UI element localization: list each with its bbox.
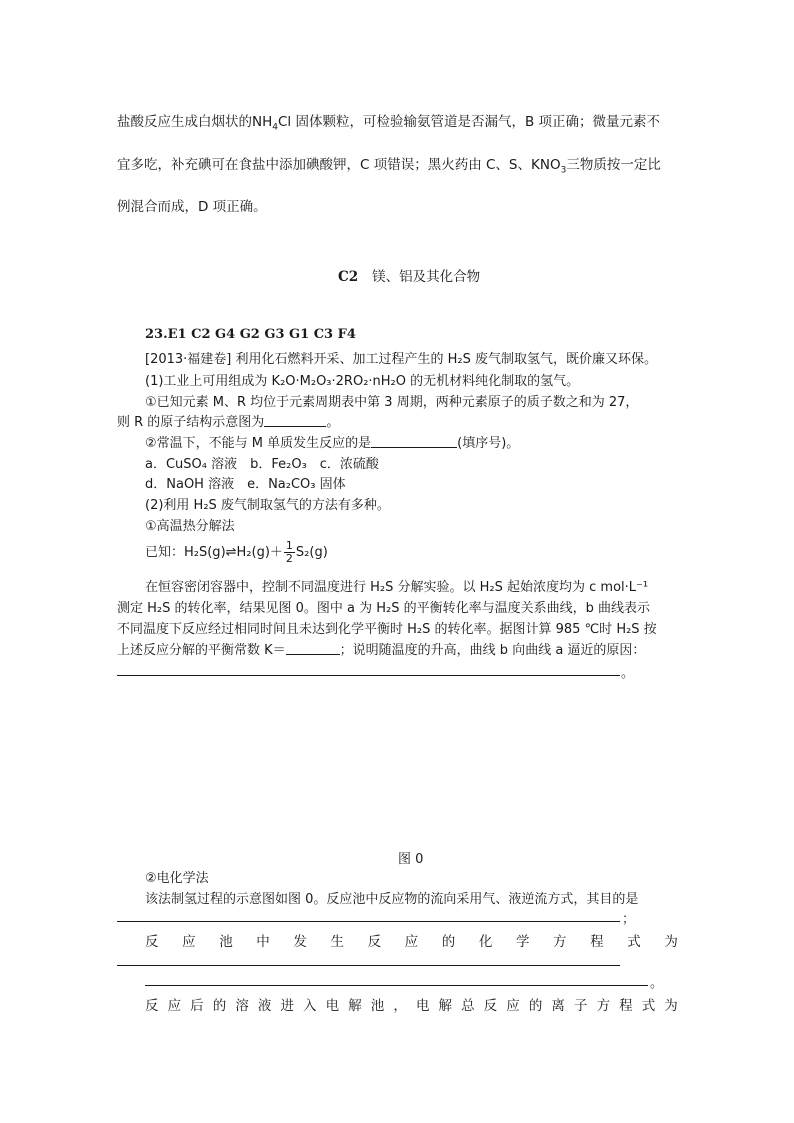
answer-end-mark: 。	[621, 666, 635, 681]
part-1a-line-2: 则 R 的原子结构示意图为 。	[117, 415, 340, 430]
question-source: [2013·福建卷]	[145, 352, 232, 367]
electrolysis-equation-prompt: 反 应 后 的 溶 液 进 入 电 解 池 ， 电 解 总 反 应 的 离 子 方 程 式 为	[145, 998, 678, 1014]
part-2a: ①高温热分解法	[145, 519, 235, 534]
answer-line[interactable]	[117, 965, 620, 966]
period-mark: 。	[650, 976, 664, 991]
intro-line-2: 宜多吃，补充碘可在食盐中添加碘酸钾，C 项错误；黑火药由 C、S、$KNO_3$三物质按一定比	[117, 157, 661, 176]
fraction-half: $\frac{1}{2}$	[285, 539, 293, 565]
part-2b: ②电化学法	[145, 871, 209, 886]
answer-blank-k[interactable]	[286, 642, 340, 655]
paragraph-line-3: 不同温度下反应经过相同时间且未达到化学平衡时 H₂S 的转化率。据图计算 985 ℃时 H₂S 按	[117, 622, 657, 637]
known-equation: 已知：H₂S(g)⇌H₂(g)＋ $\frac{1}{2}$ S₂(g)	[145, 539, 328, 565]
answer-line[interactable]	[145, 985, 648, 986]
answer-line[interactable]	[117, 921, 620, 922]
paragraph-line-1: 在恒容密闭容器中，控制不同温度进行 H₂S 分解实验。以 H₂S 起始浓度均为 c mol·L⁻¹	[145, 580, 649, 595]
figure-caption: 图 0	[398, 852, 424, 867]
question-stem: [2013·福建卷] 利用化石燃料开采、加工过程产生的 H₂S 废气制取氢气，既价廉又环保。	[145, 352, 658, 367]
intro-line-1: 盐酸反应生成白烟状的$NH_4Cl$ 固体颗粒，可检验输氨管道是否漏气，B 项正确；微量元素不	[117, 114, 661, 133]
part-2: (2)利用 H₂S 废气制取氢气的方法有多种。	[145, 498, 390, 513]
semicolon-mark: ；	[622, 912, 636, 927]
question-tags: 23.E1 C2 G4 G2 G3 G1 C3 F4	[145, 327, 356, 342]
reaction-equation-prompt: 反 应 池 中 发 生 反 应 的 化 学 方 程 式 为	[145, 934, 678, 950]
part-1b: ②常温下，不能与 M 单质发生反应的是 (填序号)。	[145, 436, 520, 451]
answer-line[interactable]	[117, 675, 620, 676]
section-heading: C2 镁、铝及其化合物	[338, 269, 481, 285]
part-1: (1)工业上可用组成为 K₂O·M₂O₃·2RO₂·nH₂O 的无机材料纯化制取的氢气。	[145, 374, 580, 389]
part-1a-line-1: ①已知元素 M、R 均位于元素周期表中第 3 周期，两种元素原子的质子数之和为 27，	[145, 395, 639, 410]
part-2b-line: 该法制氢过程的示意图如图 0。反应池中反应物的流向采用气、液逆流方式，其目的是	[145, 892, 639, 907]
intro-line-3: 例混合而成，D 项正确。	[117, 199, 267, 215]
answer-blank[interactable]	[264, 414, 326, 427]
paragraph-line-4: 上述反应分解的平衡常数 K＝ ；说明随温度的升高，曲线 b 向曲线 a 逼近的原因：	[117, 643, 646, 658]
options-row-2: d．NaOH 溶液 e．Na₂CO₃ 固体	[145, 477, 346, 492]
options-row-1: a．CuSO₄ 溶液 b．Fe₂O₃ c．浓硫酸	[145, 457, 379, 472]
answer-blank[interactable]	[371, 435, 457, 448]
paragraph-line-2: 测定 H₂S 的转化率，结果见图 0。图中 a 为 H₂S 的平衡转化率与温度关系曲线，b 曲线表示	[117, 601, 651, 616]
